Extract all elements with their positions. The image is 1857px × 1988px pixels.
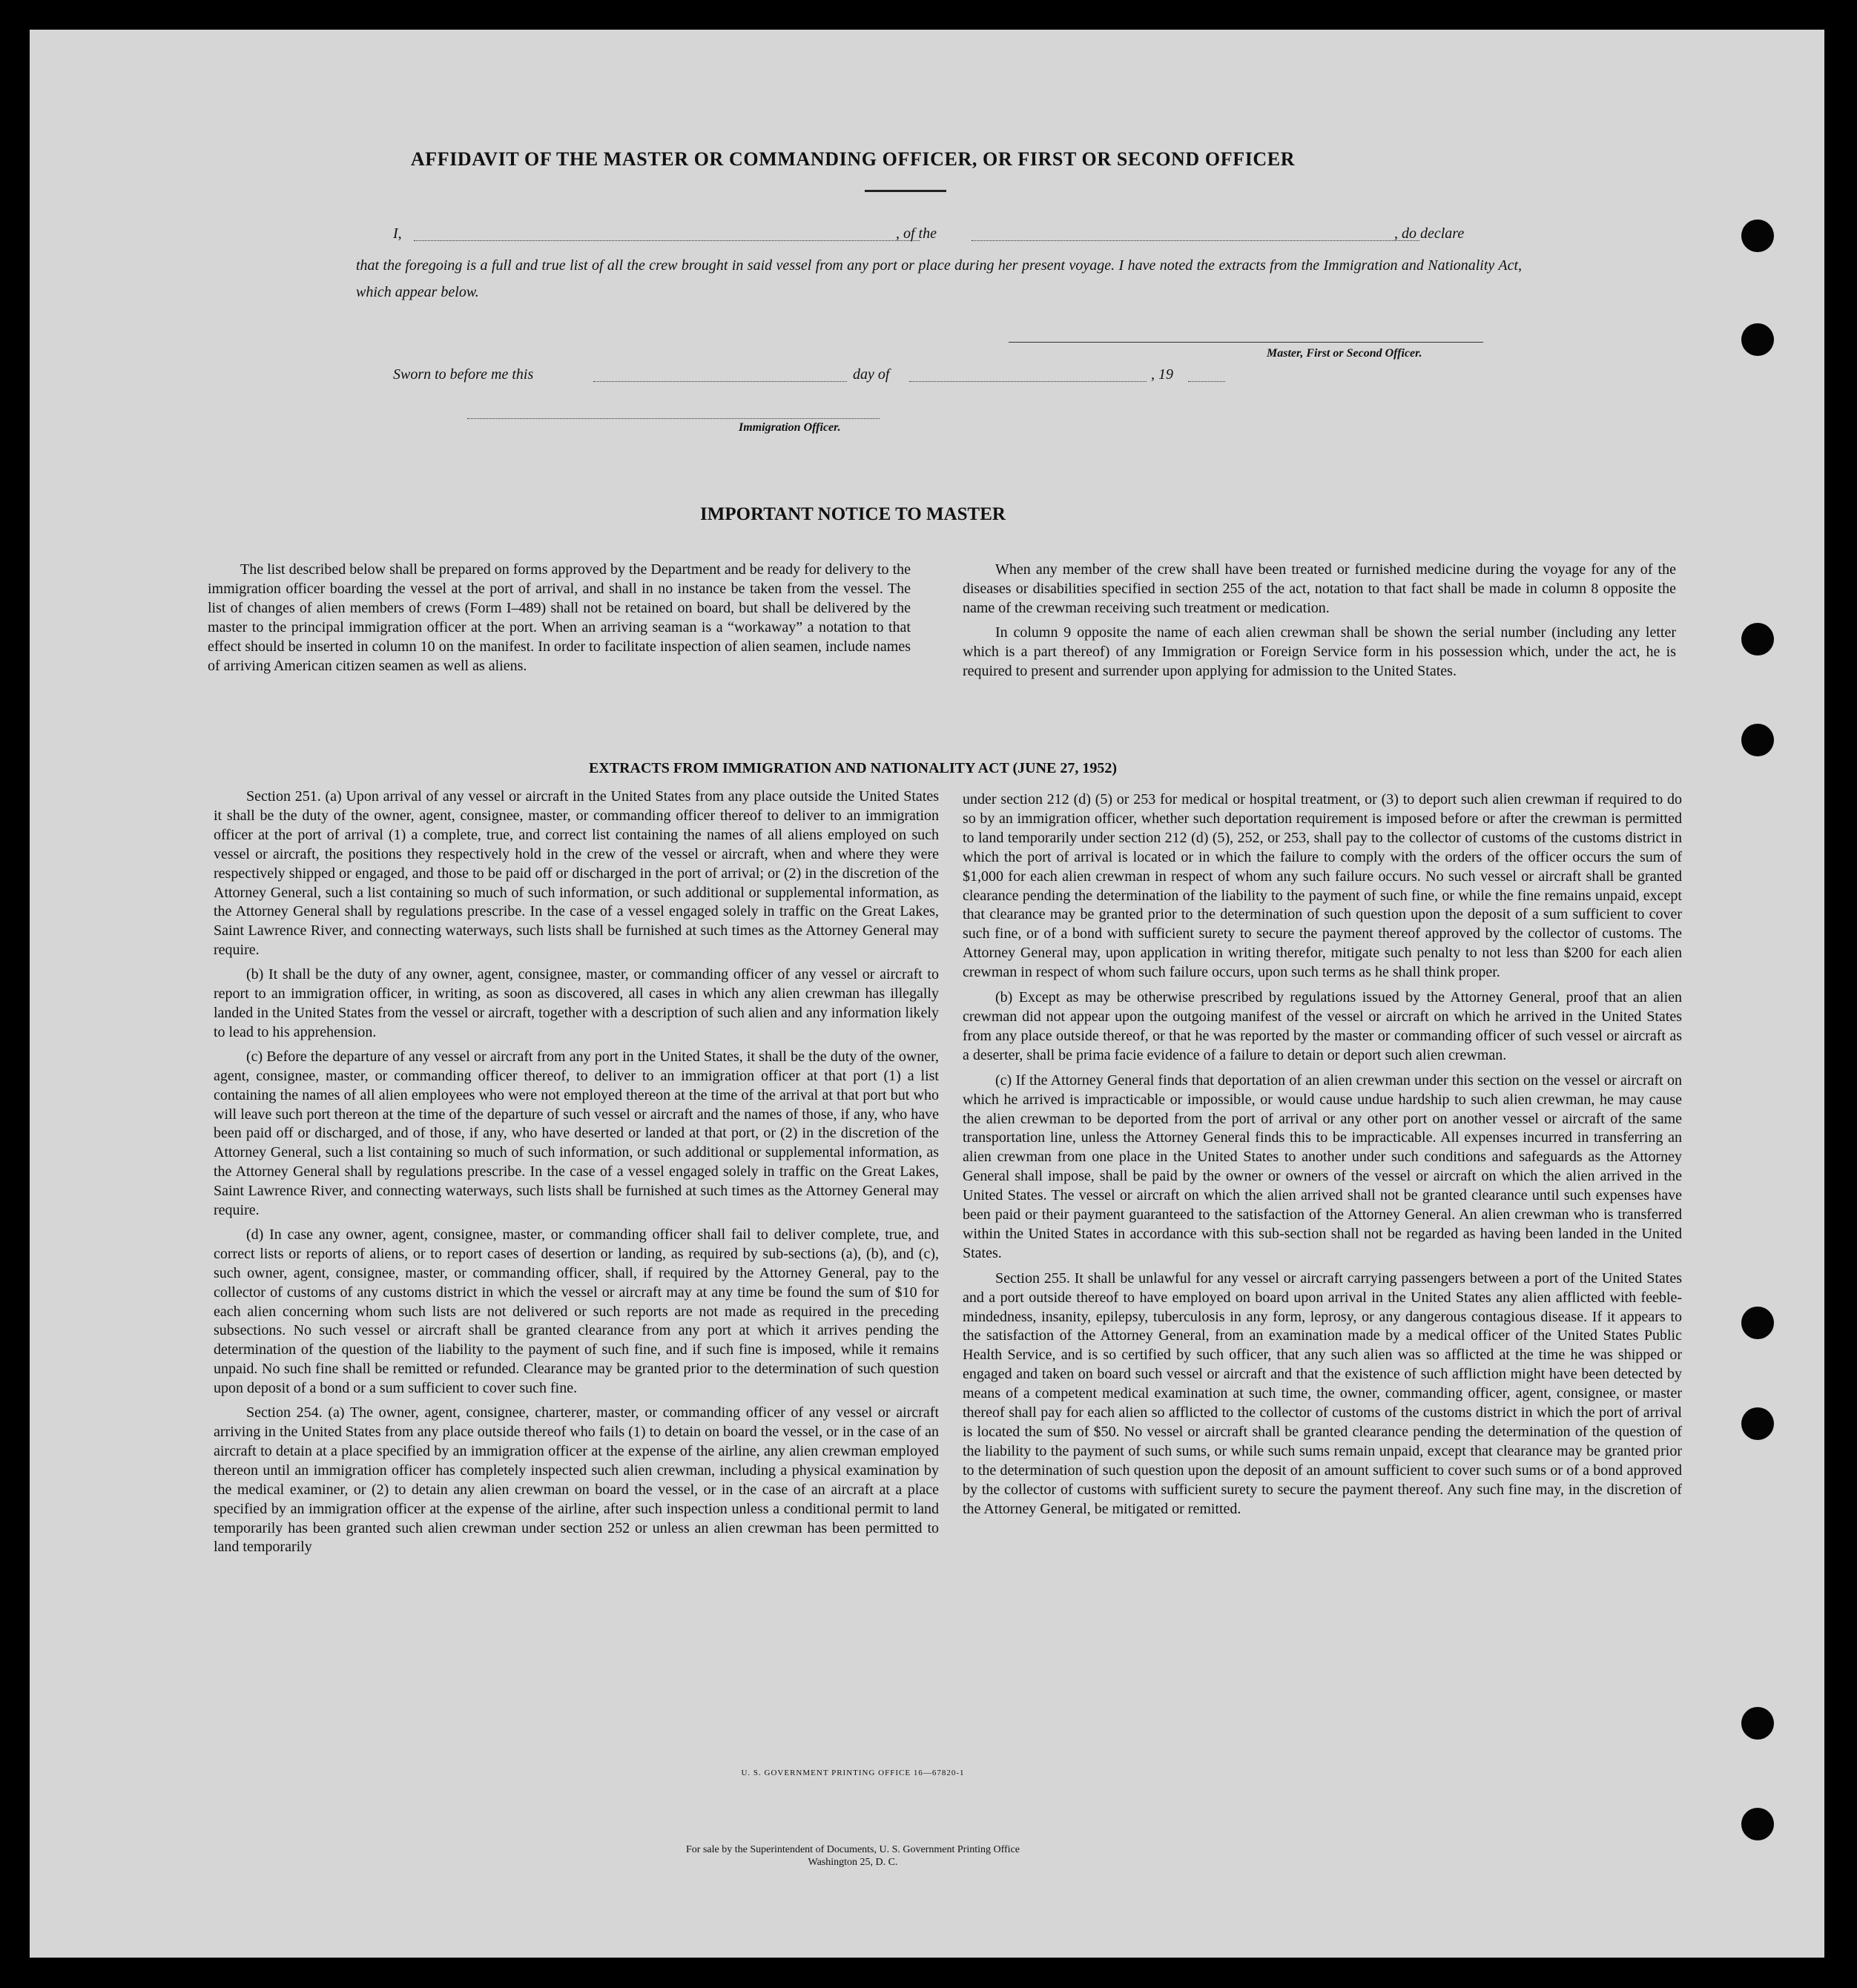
signature-line[interactable] [1009, 342, 1483, 343]
notice-right-column [963, 561, 1676, 686]
affidavit-vessel-field[interactable] [972, 240, 1419, 241]
year-label: , 19 [1151, 366, 1173, 383]
section-254c: (c) If the Attorney General finds that deportation of an alien crewman under this section on the vessel or aircraft on which he arrived is impracticable or impossible, or would cause undue hardship to such alien crewman, he may cause the alien crewman to be deported from the port of arrival or any other port on another vessel or aircraft of the same transportation line, unless the Attorney General finds this to be impracticable. All expenses incurred in transferring an alien crewman from one place in the United States to another under such conditions and safeguards as the Attorney General shall impose, shall be paid by the owner or owners of the vessel or aircraft on which the alien arrived in the United States. The vessel or aircraft on which the alien arrived shall not be granted clearance until such expenses have been paid or their payment guaranteed to the satisfaction of the Attorney General. An alien crewman who is transferred within the United States in accordance with this sub-section shall not be regarded as having been landed in the United States. [963, 1071, 1682, 1261]
sale-notice [30, 1843, 1676, 1869]
notice-title: IMPORTANT NOTICE TO MASTER [700, 504, 1006, 524]
extracts-left-column [214, 787, 939, 1562]
punch-hole [1741, 1808, 1774, 1840]
affidavit-i-label: I, [393, 225, 402, 242]
affidavit-do-declare-label: , do declare [1394, 225, 1465, 242]
section-251d: (d) In case any owner, agent, consignee, master, or commanding officer shall fail to deliver complete, true, and correct lists or reports of aliens, or to report cases of desertion or landing, as required by sub-sections (a), (b), and (c), such owner, agent, consignee, master, or commanding officer, shall, if required by the Attorney General, pay to the collector of customs of any customs district in which the vessel or aircraft may at any time be found the sum of $10 for each alien concerning whom such lists are not delivered or such reports are not made as required in the preceding subsections. No such vessel or aircraft shall be granted clearance from any port at which it arrives pending the determination of the question of the liability to the payment of such fine, and if such fine is imposed, while it remains unpaid. No such fine shall be remitted or refunded. Clearance may be granted prior to the determination of such question upon deposit of a bond or a sum sufficient to cover such fine. [214, 1226, 939, 1397]
sworn-year-field[interactable] [1188, 381, 1225, 382]
affidavit-name-field[interactable] [414, 240, 920, 241]
extracts-right-column [963, 790, 1682, 1525]
affidavit-of-the-label: , of the [896, 225, 937, 242]
section-251c: (c) Before the departure of any vessel or aircraft from any port in the United States, it shall be the duty of the owner, agent, consignee, master, or commanding officer thereof, to deliver to an immigration officer at that port (1) a list containing the names of all alien employees who were not employed thereon at the time of the arrival at that port but who will leave such port thereon at the time of the departure of such vessel or aircraft and the names of those, if any, who have been paid off or discharged, and of those, if any, who have deserted or landed at that port, or (2) in the discretion of the Attorney General, such a list containing so much of such information, or such additional or supplemental information, as the Attorney General shall by regulations prescribe. In the case of a vessel engaged solely in traffic on the Great Lakes, Saint Lawrence River, and connecting waterways, such lists shall be furnished at such times as the Attorney General may require. [214, 1048, 939, 1219]
punch-hole [1741, 219, 1774, 252]
section-251b: (b) It shall be the duty of any owner, agent, consignee, master, or commanding officer of any vessel or aircraft to report to an immigration officer, in writing, as soon as discovered, all cases in which any alien crewman has illegally landed in the United States from the vessel or aircraft, together with a description of such alien and any information likely to lead to his apprehension. [214, 966, 939, 1040]
affidavit-declaration: that the foregoing is a full and true list of all the crew brought in said vessel from any port or place during her present voyage. I have noted the extracts from the Immigration and Nationality Act, which appear below. [356, 257, 1522, 300]
immigration-officer-line[interactable] [467, 418, 880, 419]
extracts-title: EXTRACTS FROM IMMIGRATION AND NATIONALITY ACT (JUNE 27, 1952) [588, 760, 1118, 776]
section-254a-continued: under section 212 (d) (5) or 253 for medical or hospital treatment, or (3) to deport such alien crewman if required to do so by an immigration officer, whether such deportation requirement is imposed before or after the crewman is permitted to land temporarily under section 212 (d) (5), 252, or 253, shall pay to the collector of customs of the customs district in which the port of arrival is located or in which the failure to comply with the orders of the officer occurs the sum of $1,000 for each alien crewman in respect of whom any such failure occurs. No such vessel or aircraft shall be granted clearance pending the determination of the liability to the payment of such fine, or while the fine remains unpaid, except that clearance may be granted prior to the determination of such question upon the deposit of a sum sufficient to cover such fine, or of a bond with sufficient surety to secure the payment thereof approved by the collector of customs. The Attorney General may, upon application in writing therefor, mitigate such penalty to not less than $200 for each alien crewman in respect of whom such failure occurs, upon such terms as he shall think proper. [963, 791, 1682, 981]
day-of-label: day of [853, 366, 890, 383]
sale-line-2: Washington 25, D. C. [808, 1857, 898, 1868]
punch-hole [1741, 623, 1774, 655]
notice-left-paragraph: The list described below shall be prepared on forms approved by the Department and be ready for delivery to the immigration officer boarding the vessel at the port of arrival, and shall in no instance be taken from the vessel. The list of changes of alien members of crews (Form I–489) shall not be retained on board, but shall be delivered by the master to the principal immigration officer at the port. When an arriving seaman is a “workaway” a notation to that effect should be inserted in column 10 on the manifest. In order to facilitate inspection of alien seamen, include names of arriving American citizen seamen as well as aliens. [208, 561, 911, 674]
notice-right-paragraph-1: When any member of the crew shall have been treated or furnished medicine during the voyage for any of the diseases or disabilities specified in section 255 of the act, notation to that fact shall be made in column 8 opposite the name of the crewman receiving such treatment or medication. [963, 561, 1676, 616]
punch-hole [1741, 1407, 1774, 1440]
section-255: Section 255. It shall be unlawful for any vessel or aircraft carrying passengers between a port of the United States and a port outside thereof to have employed on board upon arrival in the United States any alien afflicted with feeble-mindedness, insanity, epilepsy, tuberculosis in any form, leprosy, or any dangerous contagious disease. If it appears to the satisfaction of the Attorney General, from an examination made by a medical officer of the United States Public Health Service, and is so certified by such officer, that any such alien was so afflicted at the time he was shipped or engaged and taken on board such vessel or aircraft and that the existence of such affliction might have been detected by means of a competent medical examination at such time, the owner, commanding officer, agent, consignee, or master thereof shall pay for each alien so afflicted to the collector of customs of the customs district in which the port of arrival is located the sum of $50. No vessel or aircraft shall be granted clearance pending the determination of the question of the liability to the payment of such sums, or while such sums remain unpaid, except that clearance may be granted prior to the determination of such question upon the deposit of an amount sufficient to cover such sums or of a bond approved by the collector of customs with sufficient surety to secure the payment thereof. Any such fine may, in the discretion of the Attorney General, be mitigated or remitted. [963, 1269, 1682, 1517]
punch-hole [1741, 1307, 1774, 1339]
punch-hole [1741, 724, 1774, 756]
section-254a: Section 254. (a) The owner, agent, consignee, charterer, master, or commanding officer of any vessel or aircraft arriving in the United States from any place outside thereof who fails (1) to detain on board the vessel, or in the case of an aircraft to detain at a place specified by an immigration officer at the expense of the airline, any alien crewman employed thereon until an immigration officer has completely inspected such alien crewman, including a physical examination by the medical examiner, or (2) to detain any alien crewman on board the vessel, or in the case of an aircraft at a place specified by an immigration officer at the expense of the airline, after such inspection unless a conditional permit to land temporarily has been granted such alien crewman under section 252 or unless an alien crewman has been permitted to land temporarily [214, 1404, 939, 1556]
notice-right-paragraph-2: In column 9 opposite the name of each alien crewman shall be shown the serial number (including any letter which is a part thereof) of any Immigration or Foreign Service form in his possession which, under the act, he is required to present and surrender upon applying for admission to the United States. [963, 624, 1676, 679]
punch-hole [1741, 1707, 1774, 1740]
gpo-imprint: U. S. GOVERNMENT PRINTING OFFICE 16—67820-1 [741, 1769, 965, 1777]
notice-left-column [208, 561, 911, 681]
signature-label: Master, First or Second Officer. [1267, 347, 1422, 360]
title-rule [865, 190, 946, 192]
immigration-officer-label: Immigration Officer. [739, 421, 841, 434]
section-251a: Section 251. (a) Upon arrival of any vessel or aircraft in the United States from any place outside the United States it shall be the duty of the owner, agent, consignee, master, or commanding officer thereof to deliver to an immigration officer at the port of arrival (1) a complete, true, and correct list containing the names of all aliens employed on such vessel or aircraft, the positions they respectively hold in the crew of the vessel or aircraft, when and where they were respectively shipped or engaged, and those to be paid off or discharged in the port of arrival; or (2) in the discretion of the Attorney General, such a list containing so much of such information, or such additional or supplemental information, as the Attorney General shall by regulations prescribe. In the case of a vessel engaged solely in traffic on the Great Lakes, Saint Lawrence River, and connecting waterways, such lists shall be furnished at such times as the Attorney General may require. [214, 788, 939, 959]
sworn-day-field[interactable] [593, 381, 847, 382]
sworn-label: Sworn to before me this [393, 366, 534, 383]
sale-line-1: For sale by the Superintendent of Documents, U. S. Government Printing Office [686, 1844, 1020, 1855]
form-sheet [30, 30, 1824, 1958]
sworn-month-field[interactable] [909, 381, 1147, 382]
section-254b: (b) Except as may be otherwise prescribed by regulations issued by the Attorney General, proof that an alien crewman did not appear upon the outgoing manifest of the vessel or aircraft on which he arrived in the United States from any place outside thereof, or that he was reported by the master or commanding officer of such vessel or aircraft as a deserter, shall be prima facie evidence of a failure to detain or deport such alien crewman. [963, 989, 1682, 1063]
punch-hole [1741, 323, 1774, 356]
affidavit-title: AFFIDAVIT OF THE MASTER OR COMMANDING OFFICER, OR FIRST OR SECOND OFFICER [410, 148, 1296, 170]
